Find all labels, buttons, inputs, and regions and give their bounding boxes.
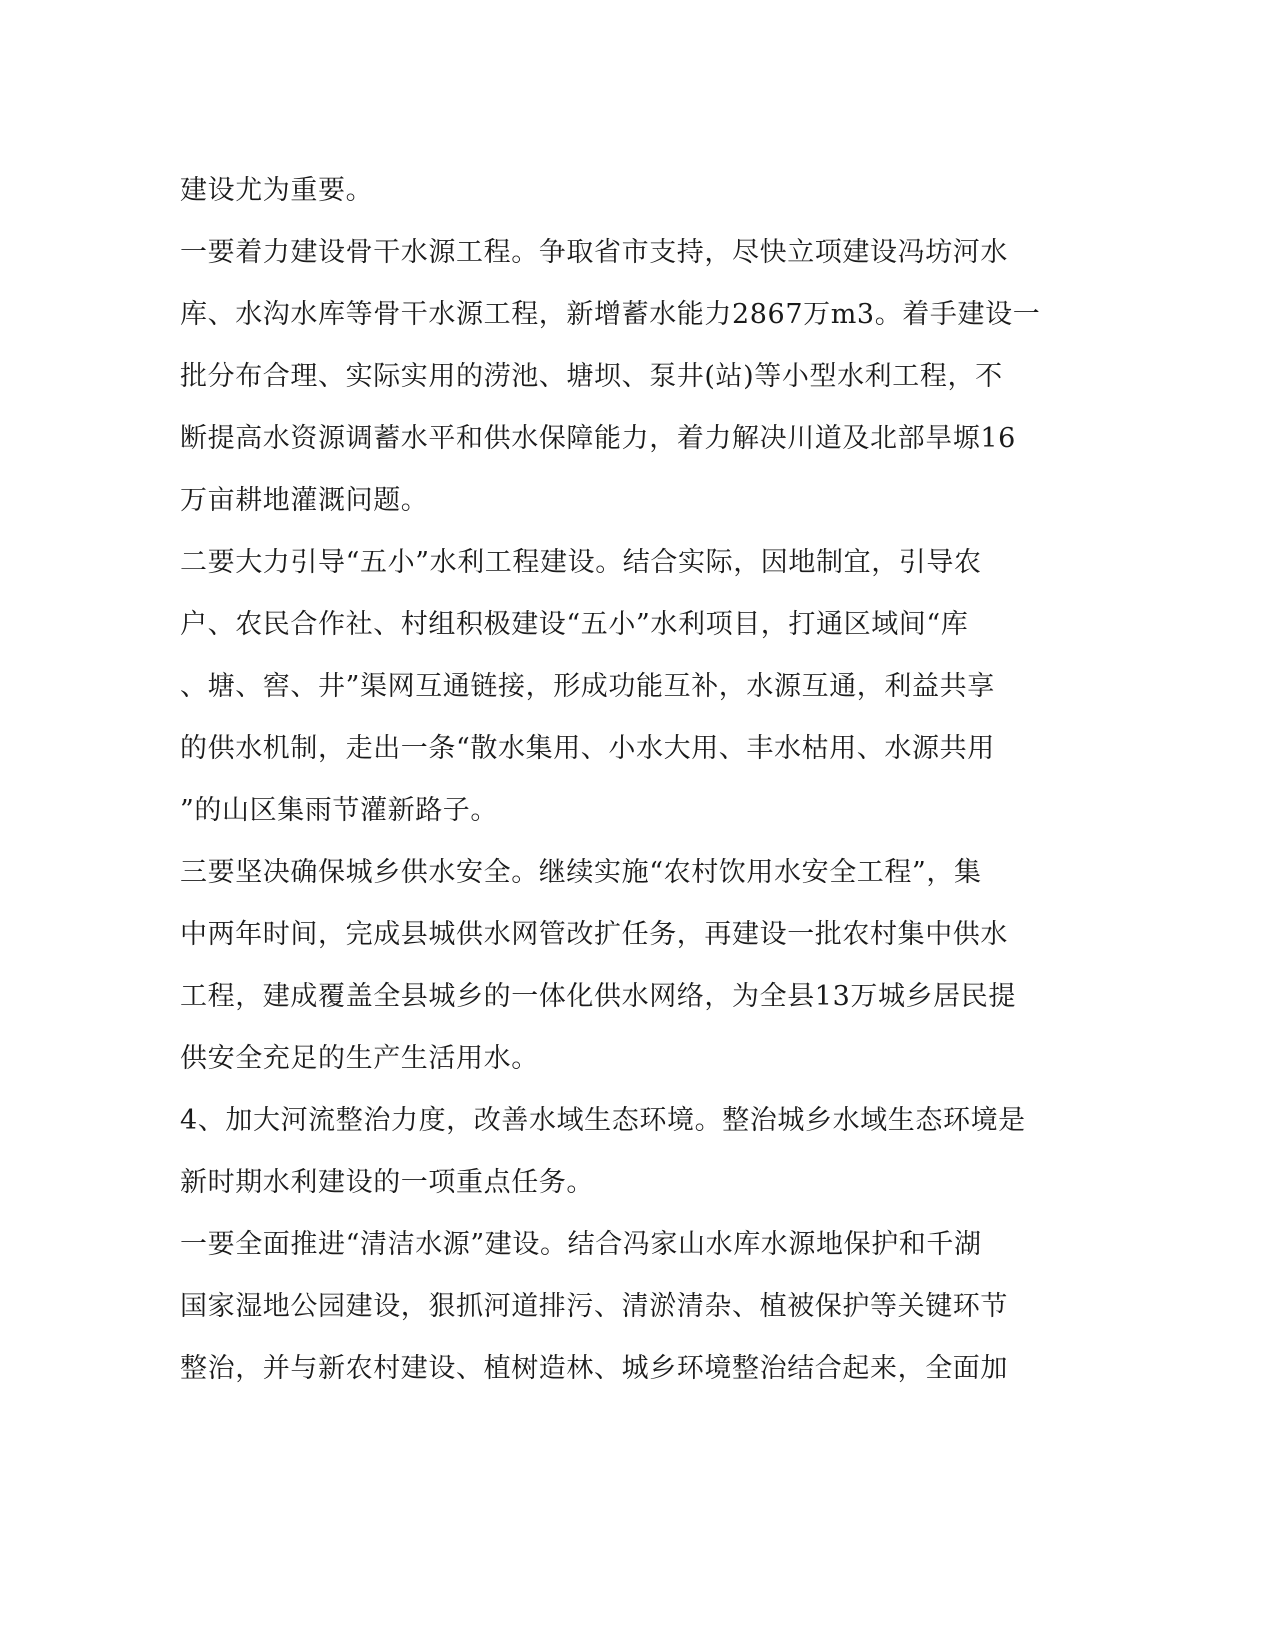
text-line: 批分布合理、实际实用的涝池、塘坝、泵井(站)等小型水利工程，不 (180, 361, 1003, 392)
text-line: 工程，建成覆盖全县城乡的一体化供水网络，为全县13万城乡居民提 (180, 981, 1016, 1012)
text-line: 一要着力建设骨干水源工程。争取省市支持，尽快立项建设冯坊河水 (180, 237, 1008, 268)
text-line: 的供水机制，走出一条“散水集用、小水大用、丰水枯用、水源共用 (180, 733, 995, 764)
text-line: 国家湿地公园建设，狠抓河道排污、清淤清杂、植被保护等关键环节 (180, 1291, 1008, 1322)
text-line: ”的山区集雨节灌新路子。 (180, 795, 499, 826)
text-line: 三要坚决确保城乡供水安全。继续实施“农村饮用水安全工程”，集 (180, 857, 982, 888)
text-line: 一要全面推进“清洁水源”建设。结合冯家山水库水源地保护和千湖 (180, 1229, 982, 1260)
text-line: 整治，并与新农村建设、植树造林、城乡环境整治结合起来，全面加 (180, 1353, 1008, 1384)
text-line: 、塘、窖、井”渠网互通链接，形成功能互补，水源互通，利益共享 (180, 671, 995, 702)
text-line: 库、水沟水库等骨干水源工程，新增蓄水能力2867万m3。着手建设一 (180, 299, 1041, 330)
text-line: 4、加大河流整治力度，改善水域生态环境。整治城乡水域生态环境是 (180, 1105, 1026, 1136)
body-text (180, 160, 1050, 1400)
text-line: 新时期水利建设的一项重点任务。 (180, 1167, 594, 1198)
text-line: 供安全充足的生产生活用水。 (180, 1043, 539, 1074)
text-line: 建设尤为重要。 (180, 175, 374, 206)
text-line: 二要大力引导“五小”水利工程建设。结合实际，因地制宜，引导农 (180, 547, 982, 578)
text-line: 户、农民合作社、村组积极建设“五小”水利项目，打通区域间“库 (180, 609, 969, 640)
text-line: 万亩耕地灌溉问题。 (180, 485, 429, 516)
text-line: 中两年时间，完成县城供水网管改扩任务，再建设一批农村集中供水 (180, 919, 1008, 950)
text-line: 断提高水资源调蓄水平和供水保障能力，着力解决川道及北部旱塬16 (180, 423, 1016, 454)
